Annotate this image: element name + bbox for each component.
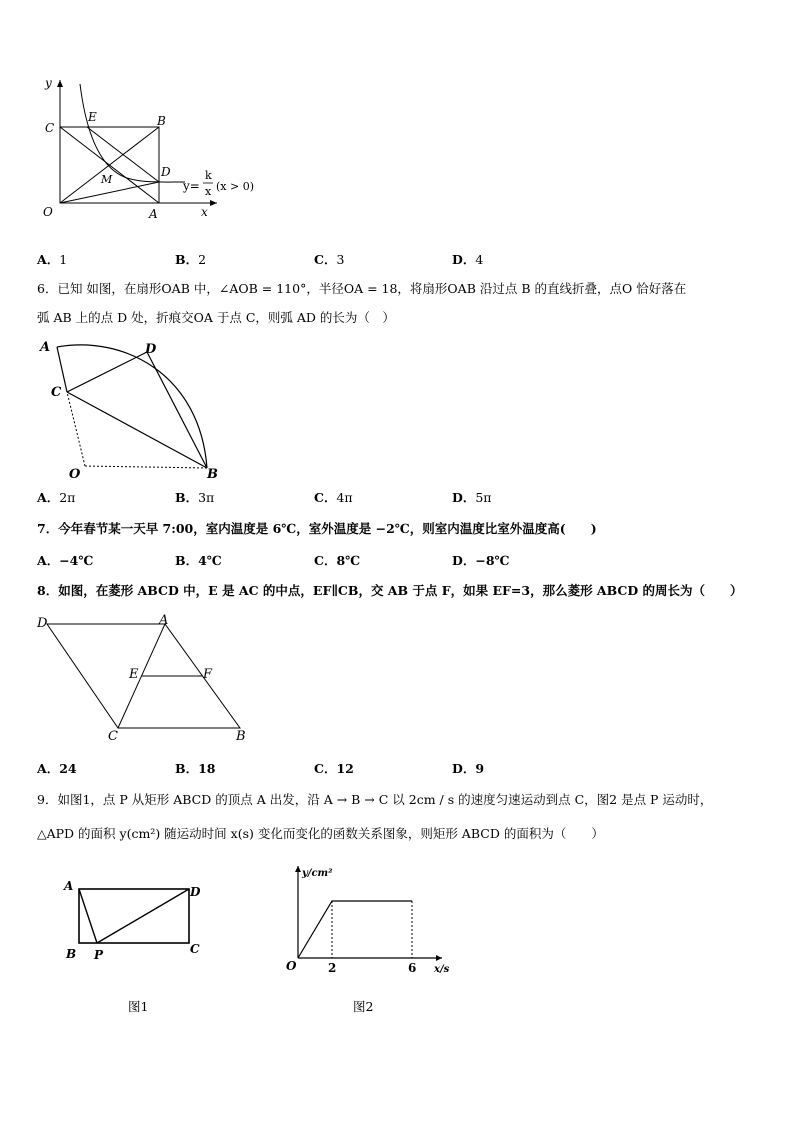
q6-label-O: O [69,467,81,480]
q9-fig2-y-label: y/cm² [302,868,333,879]
q9-question-line2: △APD 的面积 y(cm²) 随运动时间 x(s) 变化而变化的函数关系图象，则矩形 ABCD 的面积为（ ） [37,826,604,841]
q7-option-a: A．−4℃ [37,553,94,568]
q8-label-E: E [129,667,139,682]
q5-label-A: A [149,207,158,221]
q5-option-a: A．1 [37,252,68,267]
q8-label-B: B [236,729,246,744]
q7-option-d: D．−8℃ [452,553,510,568]
q5-figure [35,70,275,225]
q9-fig1-label-C: C [190,942,200,956]
q7-option-c: C．8℃ [314,553,361,568]
q6-option-b: B．3π [175,490,215,505]
q8-option-a: A．24 [37,761,77,776]
q6-question-line2: 弧 AB 上的点 D 处，折痕交OA 于点 C，则弧 AD 的长为（ ） [37,310,395,325]
q8-option-b: B．18 [175,761,216,776]
q7-question: 7．今年春节某一天早 7:00，室内温度是 6℃，室外温度是 −2℃，则室内温度比室外温度高( ) [37,521,597,536]
q9-question-line1: 9．如图1，点 P 从矩形 ABCD 的顶点 A 出发，沿 A → B → C 以 2cm / s 的速度匀速运动到点 C，图2 是点 P 运动时， [37,792,713,807]
q5-y-axis-label: y [45,76,52,90]
q9-caption-figure2: 图2 [353,999,374,1014]
q9-figure2 [280,860,460,980]
q8-label-C: C [108,729,118,744]
q9-figure1 [60,875,210,965]
q5-label-D: D [161,165,171,179]
q6-label-D: D [145,342,157,357]
q5-label-O: O [43,205,53,219]
q8-label-A: A [159,613,169,628]
q9-fig2-origin: O [286,959,297,973]
q8-question: 8．如图，在菱形 ABCD 中，E 是 AC 的中点，EF∥CB，交 AB 于点 F，如果 EF=3，那么菱形 ABCD 的周长为（ ） [37,583,743,598]
q6-option-c: C．4π [314,490,353,505]
q5-func-k: k [205,169,212,182]
q6-label-B: B [207,467,218,480]
q9-fig2-tick-2: 2 [328,961,337,975]
q5-func-cond: (x > 0) [216,180,254,193]
q9-caption-figure1: 图1 [128,999,149,1014]
q5-x-axis-label: x [201,205,208,219]
q6-figure [35,335,235,480]
q5-option-c: C．3 [314,252,345,267]
q5-func-y: y= [183,179,200,193]
q7-option-b: B．4℃ [175,553,222,568]
q6-option-d: D．5π [452,490,492,505]
q8-option-c: C．12 [314,761,354,776]
q5-label-M: M [101,173,113,186]
q5-option-b: B．2 [175,252,207,267]
q5-option-d: D．4 [452,252,484,267]
q9-fig1-label-A: A [64,879,74,893]
q6-question-line1: 6．已知 如图，在扇形OAB 中，∠AOB = 110°，半径OA = 18，将扇形OAB 沿过点 B 的直线折叠，点O 恰好落在 [37,281,687,296]
q9-fig1-label-P: P [94,948,104,962]
q6-label-C: C [51,385,62,400]
q8-figure [35,612,255,744]
q5-label-E: E [88,110,97,124]
q9-fig2-x-label: x/s [434,964,450,975]
q5-func-x: x [205,185,212,198]
q5-label-C: C [45,121,55,135]
q8-option-d: D．9 [452,761,485,776]
q8-label-F: F [203,667,213,682]
q6-option-a: A．2π [37,490,76,505]
q9-fig1-label-D: D [190,885,201,899]
q8-label-D: D [37,616,48,631]
q9-fig2-tick-6: 6 [408,961,417,975]
q5-label-B: B [157,114,166,128]
q6-label-A: A [40,340,51,355]
q9-fig1-label-B: B [66,947,77,961]
